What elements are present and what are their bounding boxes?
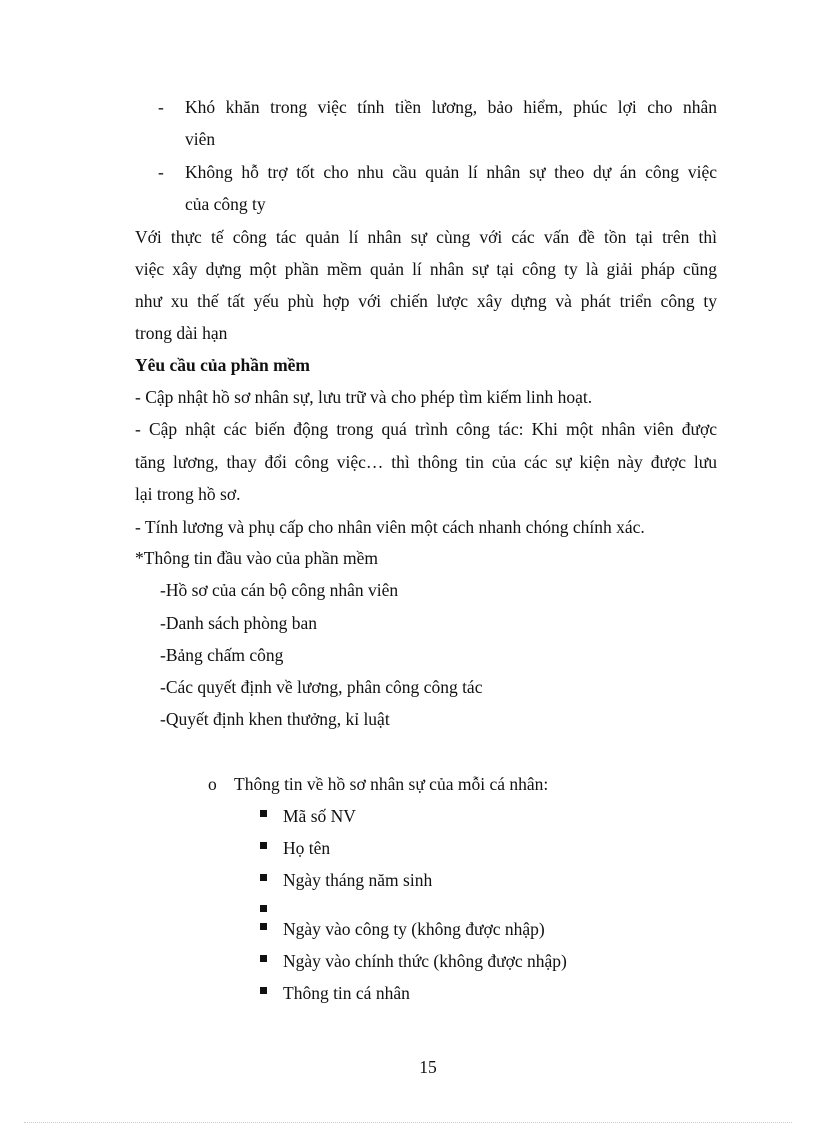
section-heading: Yêu cầu của phần mềm xyxy=(135,355,311,375)
paragraph-line: trong dài hạn xyxy=(135,323,228,343)
profile-field: Mã số NV xyxy=(283,806,356,826)
section-heading: *Thông tin đầu vào của phần mềm xyxy=(135,548,378,568)
input-item: -Các quyết định về lương, phân công công tác xyxy=(160,677,483,697)
page-number: 15 xyxy=(419,1057,437,1077)
requirement-line: tăng lương, thay đổi công việc… thì thông tin của các sự kiện này được lưu xyxy=(135,452,717,472)
input-item: -Bảng chấm công xyxy=(160,645,284,665)
requirement-line: - Cập nhật hồ sơ nhân sự, lưu trữ và cho phép tìm kiếm linh hoạt. xyxy=(135,387,593,407)
requirement-line: - Tính lương và phụ cấp cho nhân viên một cách nhanh chóng chính xác. xyxy=(135,517,645,537)
dash-marker: - xyxy=(158,97,164,117)
paragraph-line: Với thực tế công tác quản lí nhân sự cùng với các vấn đề tồn tại trên thì xyxy=(135,227,717,247)
bullet-text-cont: viên xyxy=(185,129,216,149)
requirement-line: lại trong hồ sơ. xyxy=(135,484,241,504)
bullet-text: Không hỗ trợ tốt cho nhu cầu quản lí nhân sự theo dự án công việc xyxy=(185,162,717,182)
square-bullet-icon xyxy=(260,955,267,962)
square-bullet-icon xyxy=(260,987,267,994)
requirement-line: - Cập nhật các biến động trong quá trình công tác: Khi một nhân viên được xyxy=(135,419,717,439)
square-bullet-icon xyxy=(260,923,267,930)
profile-field: Ngày tháng năm sinh xyxy=(283,870,433,890)
paragraph-line: việc xây dựng một phần mềm quản lí nhân sự tại công ty là giải pháp cũng xyxy=(135,259,717,279)
paragraph-line: như xu thế tất yếu phù hợp với chiến lược xây dựng và phát triển công ty xyxy=(135,291,717,311)
square-bullet-icon xyxy=(260,874,267,881)
input-item: -Quyết định khen thưởng, kỉ luật xyxy=(160,709,390,729)
circle-bullet-icon: o xyxy=(208,774,217,794)
bullet-text: Khó khăn trong việc tính tiền lương, bảo hiểm, phúc lợi cho nhân xyxy=(185,97,717,117)
square-bullet-icon xyxy=(260,810,267,817)
profile-field: Ngày vào công ty (không được nhập) xyxy=(283,919,545,939)
dash-marker: - xyxy=(158,162,164,182)
bullet-text-cont: của công ty xyxy=(185,194,266,214)
input-item: -Danh sách phòng ban xyxy=(160,613,317,633)
profile-field: Thông tin cá nhân xyxy=(283,983,410,1003)
input-item: -Hồ sơ của cán bộ công nhân viên xyxy=(160,580,399,600)
profile-field: Họ tên xyxy=(283,838,331,858)
square-bullet-icon xyxy=(260,842,267,849)
profile-field: Ngày vào chính thức (không được nhập) xyxy=(283,951,567,971)
square-bullet-icon xyxy=(260,905,267,912)
section-heading: Thông tin về hồ sơ nhân sự của mỗi cá nhân: xyxy=(234,774,549,794)
